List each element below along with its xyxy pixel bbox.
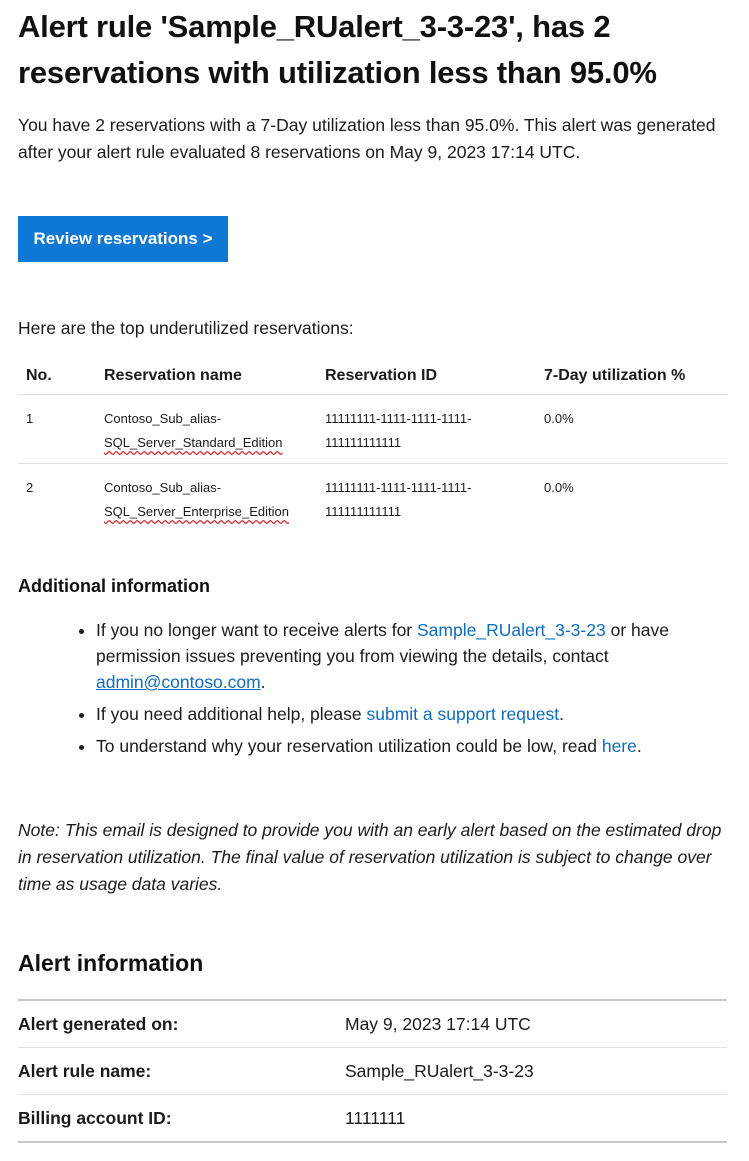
list-item: • To understand why your reservation utilization could be low, read here. [96, 733, 736, 759]
id-line-2: 111111111111 [325, 504, 402, 519]
list-item: • If you need additional help, please submit a support request. [96, 701, 736, 727]
row-utilization: 0.0% [544, 480, 574, 495]
row-no: 1 [18, 395, 96, 464]
name-line-1: Contoso_Sub_alias- [104, 411, 222, 426]
alert-info-key: Alert rule name: [18, 1060, 152, 1081]
alert-info-value: 1111111 [345, 1107, 406, 1128]
table-row [18, 395, 728, 464]
alert-info-heading: Alert information [18, 950, 204, 976]
table-row [18, 464, 728, 533]
name-line-1: Contoso_Sub_alias- [104, 480, 222, 495]
id-line-1: 11111111-1111-1111-1111- [325, 480, 472, 495]
name-line-2: SQL_Server_Enterprise_Edition [104, 504, 289, 519]
additional-info-heading: Additional information [18, 576, 210, 596]
table-header-row [18, 358, 728, 395]
alert-info-table [18, 999, 727, 1143]
id-line-1: 11111111-1111-1111-1111- [325, 411, 472, 426]
alert-info-row [18, 1001, 727, 1048]
row-reservation-id [317, 464, 536, 533]
support-request-link[interactable]: submit a support request [366, 704, 560, 724]
row-no: 2 [26, 480, 34, 495]
alert-info-value: Sample_RUalert_3-3-23 [345, 1060, 534, 1081]
row-reservation-name [96, 395, 317, 464]
review-reservations-button[interactable]: Review reservations > [18, 216, 228, 262]
reservations-table [18, 358, 728, 532]
alert-rule-link[interactable]: Sample_RUalert_3-3-23 [417, 620, 606, 640]
list-item: • If you no longer want to receive alerts for Sample_RUalert_3-3-23 or have permission issues preventing you from viewing the details, contact admin@contoso.com. [96, 617, 736, 695]
alert-info-key: Billing account ID: [18, 1107, 172, 1128]
col-header-id: Reservation ID [317, 358, 536, 395]
col-header-no: No. [18, 358, 96, 395]
col-header-name: Reservation name [96, 358, 317, 395]
alert-info-key: Alert generated on: [18, 1013, 179, 1034]
row-reservation-name [96, 464, 317, 533]
row-reservation-id [317, 395, 536, 464]
top-underutilized-label: Here are the top underutilized reservations: [18, 318, 354, 338]
row-utilization: 0.0% [536, 395, 728, 464]
id-line-2: 111111111111 [325, 435, 402, 450]
read-here-link[interactable]: here [601, 736, 637, 756]
alert-info-row [18, 1095, 727, 1141]
col-header-utilization: 7-Day utilization % [536, 358, 728, 395]
page-title: Alert rule 'Sample_RUalert_3-3-23', has 2 reservations with utilization less than 95.0% [18, 9, 657, 90]
alert-info-value: May 9, 2023 17:14 UTC [345, 1013, 531, 1034]
alert-info-row [18, 1048, 727, 1095]
name-line-2: SQL_Server_Standard_Edition [104, 435, 283, 450]
note-text: Note: This email is designed to provide you with an early alert based on the estimated drop in reservation utilization. The final value of reservation utilization is subject to change over time as usage data varies. [18, 820, 722, 894]
intro-text: You have 2 reservations with a 7-Day utilization less than 95.0%. This alert was generated after your alert rule evaluated 8 reservations on May 9, 2023 17:14 UTC. [18, 115, 716, 162]
additional-info-list [78, 617, 736, 765]
admin-email-link[interactable]: admin@contoso.com [96, 672, 261, 692]
